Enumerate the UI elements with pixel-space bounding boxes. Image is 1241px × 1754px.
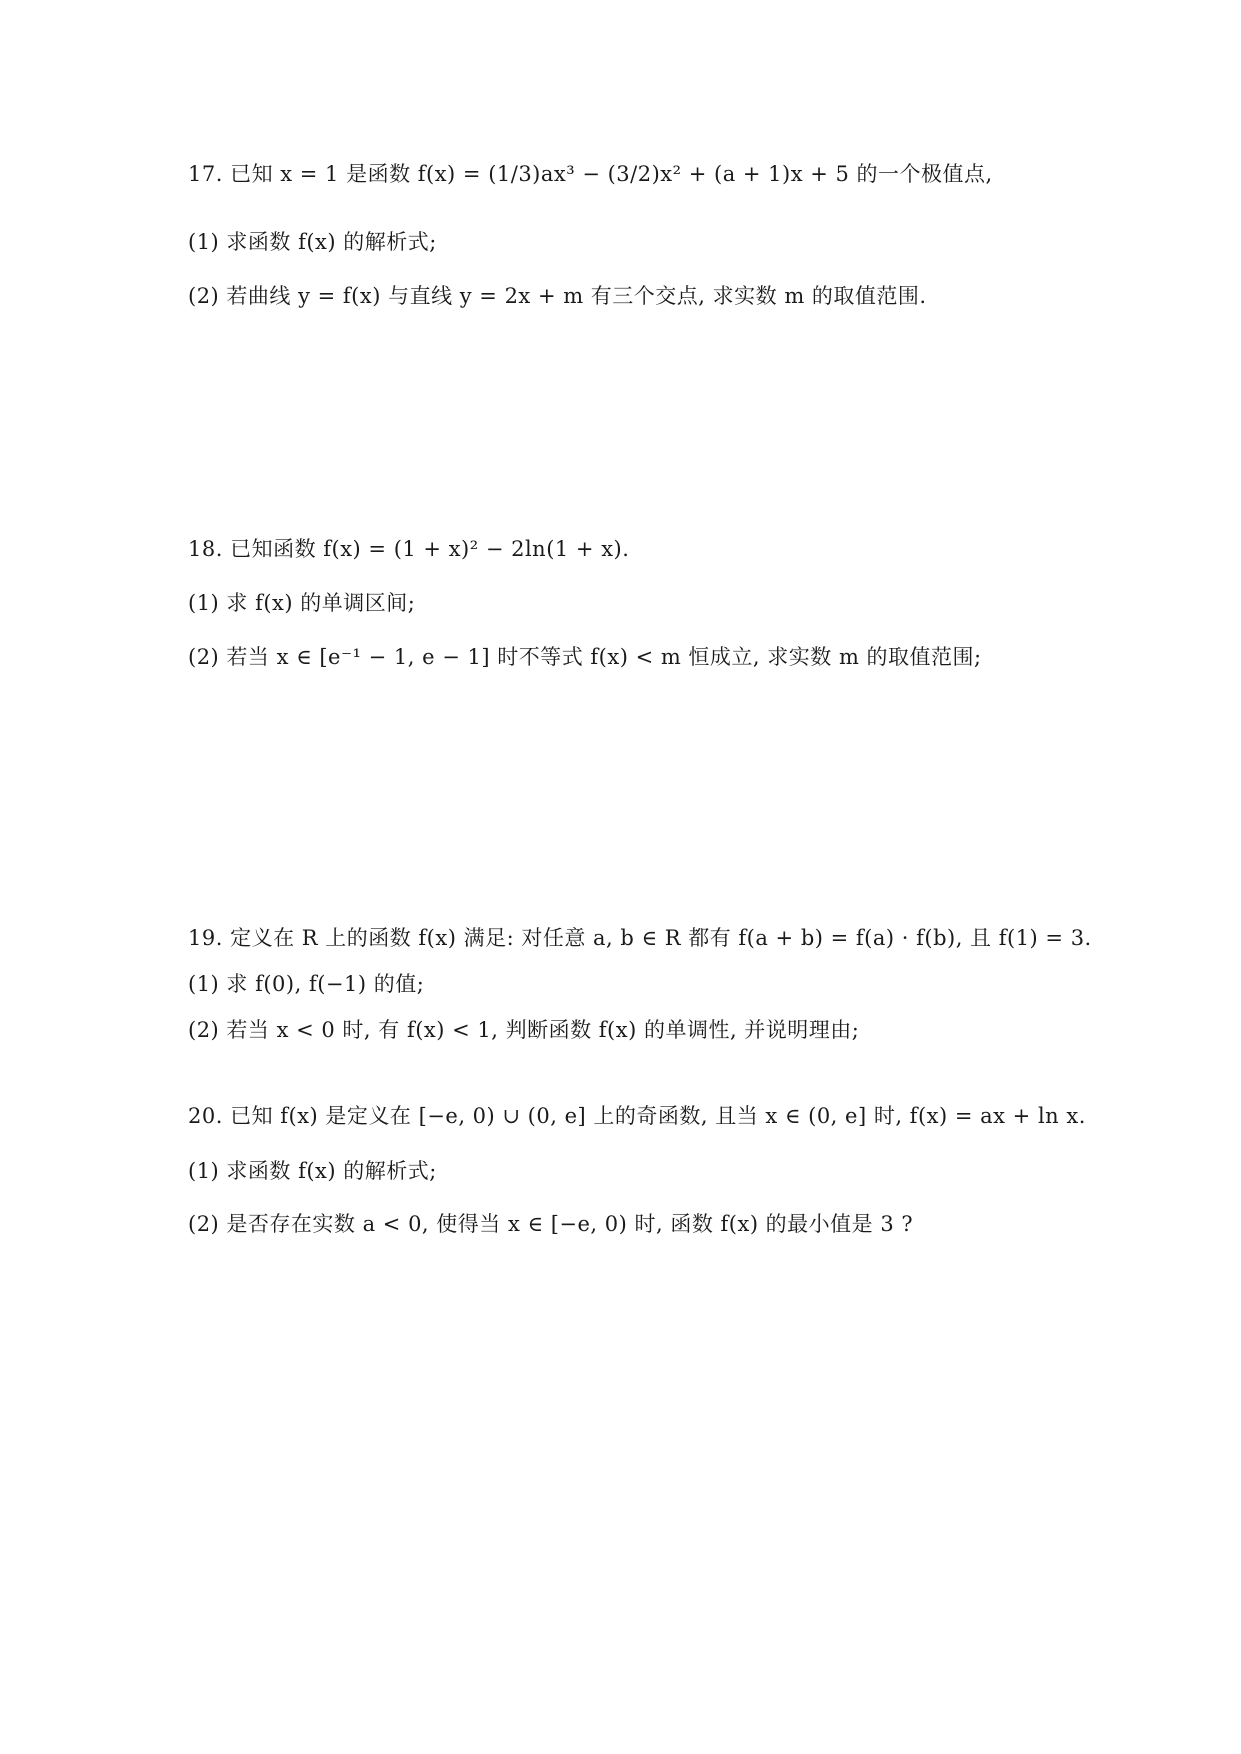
problem-17-stem: 17. 已知 x = 1 是函数 f(x) = (1/3)ax³ − (3/2)x² + (a + 1)x + 5 的一个极值点, [188, 162, 993, 186]
problem-19-stem: 19. 定义在 R 上的函数 f(x) 满足: 对任意 a, b ∈ R 都有 f(a + b) = f(a) · f(b), 且 f(1) = 3. [188, 926, 1092, 950]
problem-18-stem: 18. 已知函数 f(x) = (1 + x)² − 2ln(1 + x). [188, 537, 630, 561]
problem-19-part-1: (1) 求 f(0), f(−1) 的值; [188, 972, 425, 996]
problem-20-stem: 20. 已知 f(x) 是定义在 [−e, 0) ∪ (0, e] 上的奇函数, 且当 x ∈ (0, e] 时, f(x) = ax + ln x. [188, 1104, 1086, 1128]
problem-19-part-2: (2) 若当 x < 0 时, 有 f(x) < 1, 判断函数 f(x) 的单调性, 并说明理由; [188, 1018, 860, 1042]
problem-17-part-1: (1) 求函数 f(x) 的解析式; [188, 230, 437, 254]
problem-18-part-2: (2) 若当 x ∈ [e⁻¹ − 1, e − 1] 时不等式 f(x) < m 恒成立, 求实数 m 的取值范围; [188, 645, 982, 669]
problem-17-part-2: (2) 若曲线 y = f(x) 与直线 y = 2x + m 有三个交点, 求实数 m 的取值范围. [188, 284, 927, 308]
problem-18-part-1: (1) 求 f(x) 的单调区间; [188, 591, 416, 615]
problem-20-part-1: (1) 求函数 f(x) 的解析式; [188, 1159, 437, 1183]
problem-20-part-2: (2) 是否存在实数 a < 0, 使得当 x ∈ [−e, 0) 时, 函数 f(x) 的最小值是 3 ? [188, 1212, 914, 1236]
